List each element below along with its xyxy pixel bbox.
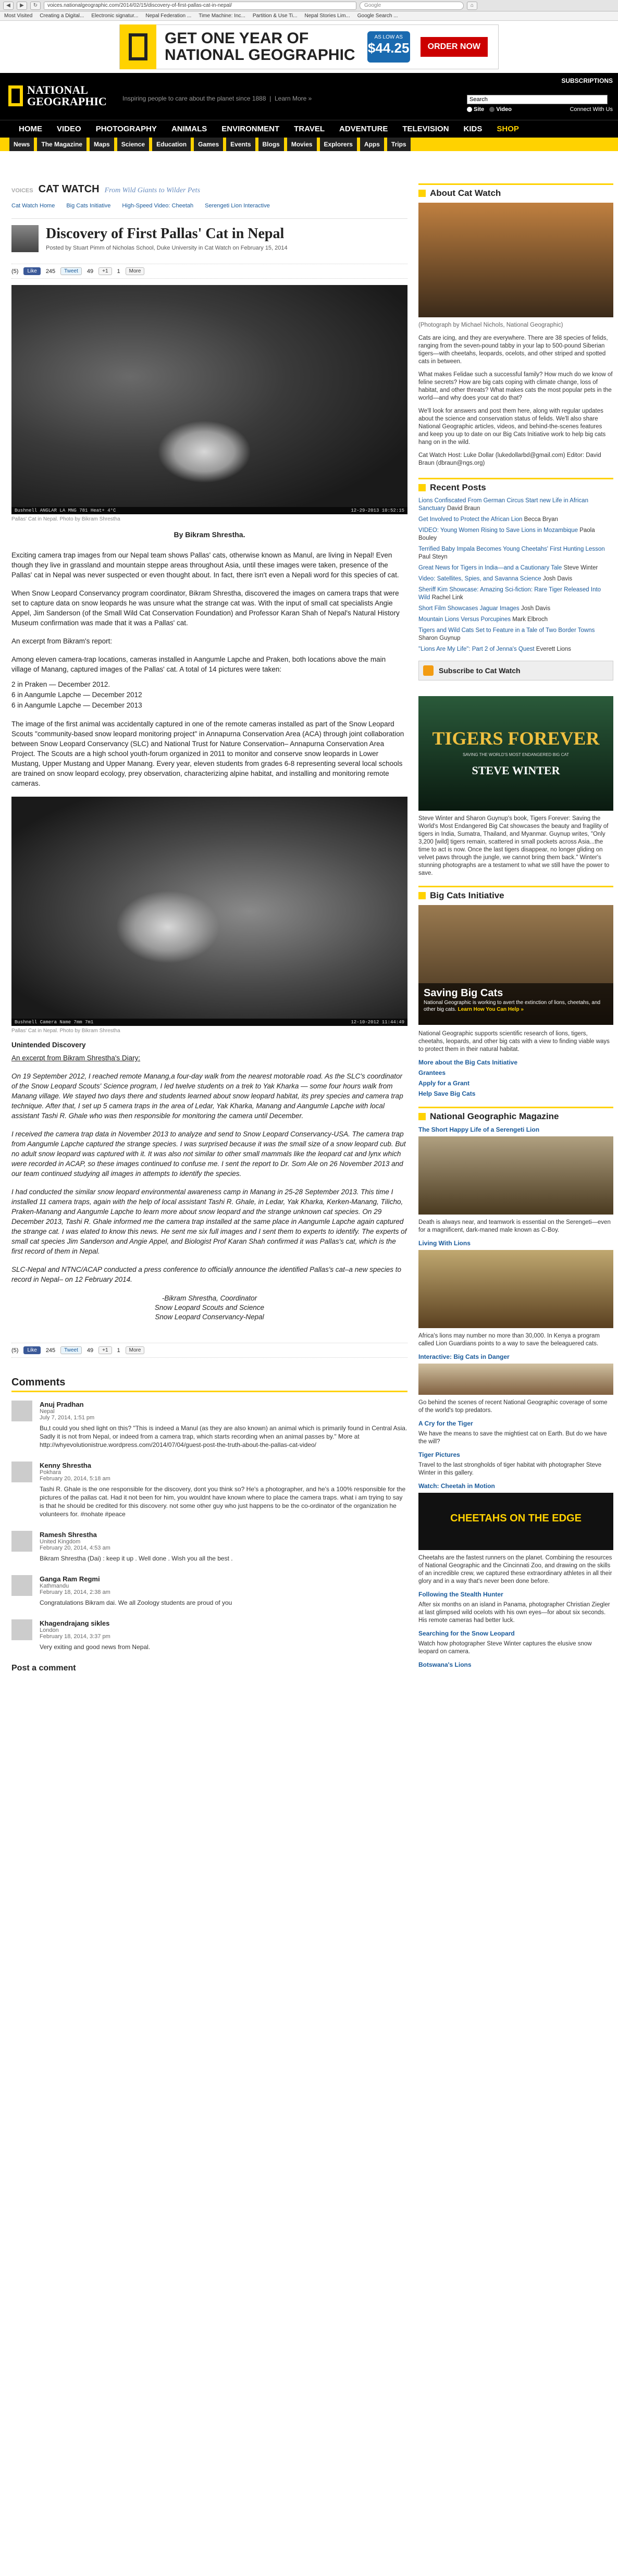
subnav-explorers[interactable]: Explorers <box>320 138 357 151</box>
blog-link[interactable]: Cat Watch Home <box>11 203 55 209</box>
recent-post-link[interactable]: Terrified Baby Impala Becomes Young Cheetahs' First Hunting Lesson Paul Steyn <box>418 546 605 560</box>
promo-heading: Saving Big Cats <box>424 987 503 999</box>
mag-description: Death is always near, and teamwork is essential on the Serengeti—even for a magnificent, dark-maned male known as C-Boy. <box>418 1219 611 1233</box>
main-nav <box>0 120 618 138</box>
comment-date[interactable]: February 18, 2014, 2:38 am <box>40 1589 110 1595</box>
photo-caption: Pallas' Cat in Nepal. Photo by Bikram Shrestha <box>11 516 120 522</box>
mag-link[interactable]: Living With Lions <box>418 1240 471 1247</box>
blog-links <box>11 203 407 209</box>
mag-description: Africa's lions may number no more than 30,000. In Kenya a program called Lion Guardians points to a way to save the beleaguered cats. <box>418 1333 600 1347</box>
article-header <box>11 218 407 252</box>
avatar <box>11 1401 32 1421</box>
comment-date[interactable]: February 20, 2014, 4:53 am <box>40 1545 110 1551</box>
subnav-movies[interactable]: Movies <box>287 138 317 151</box>
yellow-border-icon <box>8 85 23 106</box>
share-bar-bottom <box>11 1343 407 1358</box>
comment <box>11 1462 407 1518</box>
sidebar-heading: National Geographic Magazine <box>418 1107 613 1126</box>
browser-search-input[interactable]: Google <box>360 2 464 10</box>
tweet-button[interactable]: Tweet <box>60 267 82 275</box>
section-heading: Unintended Discovery <box>11 1041 86 1049</box>
comment-location: United Kingdom <box>40 1539 81 1545</box>
sidebar-paragraph: Cat Watch Host: Luke Dollar (lukedollarbd@gmail.com) Editor: David Braun (dbraun@ngs.org) <box>418 452 601 466</box>
nav-adventure[interactable]: ADVENTURE <box>339 125 388 133</box>
paragraph: Among eleven camera-trap locations, cameras installed in Aangumle Lapche and Praken, both locations above the main village of Manang, captured images of the Pallas' cat. A total of 14 pictures were taken: <box>11 655 386 673</box>
camera-stamp-left: Bushnell ANGLAR LA MNG 781 Heat+ 4°C <box>15 508 116 513</box>
price-value: $44.25 <box>367 40 410 56</box>
bci-link[interactable]: More about the Big Cats Initiative <box>418 1059 518 1066</box>
comment-text: Bu,t could you shed light on this? "This is indeed a Manul (as they are also known) an animal which is primarily found in Central Asia. Sadly it is not from Nepal, or indeed from a camera trap, which starts recording when an animal passes by." More at http://whyevolutionistrue.wordpress.com/2014/07/04/guest-post-the-truth-about-the-pallas-cat-video/ <box>40 1425 407 1448</box>
nav-kids[interactable]: KIDS <box>463 125 483 133</box>
recent-post-link[interactable]: Short Film Showcases Jaguar Images Josh Davis <box>418 605 551 612</box>
tweet-button[interactable]: Tweet <box>60 1346 82 1354</box>
comment-text: Very exiting and good news from Nepal. <box>40 1643 151 1651</box>
site-logo[interactable] <box>8 84 107 107</box>
article-title: Discovery of First Pallas' Cat in Nepal <box>46 226 285 242</box>
cheetah-video[interactable]: CHEETAHS ON THE EDGE <box>418 1493 613 1550</box>
nav-environment[interactable]: ENVIRONMENT <box>221 125 280 133</box>
big-cats-photo <box>418 1364 613 1395</box>
sidebar-paragraph: Cats are icing, and they are everywhere. There are 38 species of felids, ranging from the seven-pound tabby in your lap to 500-pound Siberian tigers—with cheetahs, leopards, ocelots, and other striped and spotted cats in between. <box>418 335 608 365</box>
ad-line1: GET ONE YEAR OF <box>165 30 309 47</box>
comment <box>11 1401 407 1449</box>
bci-link[interactable]: Grantees <box>418 1069 446 1076</box>
comment-author: Khagendrajang sikles <box>40 1619 110 1627</box>
lion-photo <box>418 1136 613 1215</box>
camera-stamp-right: 12-10-2012 11:44:49 <box>351 1020 404 1025</box>
comments-heading: Comments <box>11 1377 407 1392</box>
mag-link[interactable]: Tiger Pictures <box>418 1451 460 1458</box>
photo-caption: Pallas' Cat in Nepal. Photo by Bikram Shrestha <box>11 1028 120 1034</box>
comment <box>11 1575 407 1607</box>
blog-link[interactable]: High-Speed Video: Cheetah <box>122 203 194 209</box>
blog-name[interactable]: CAT WATCH <box>38 183 100 195</box>
connect-link[interactable]: Connect With Us <box>570 106 613 113</box>
sub-nav <box>0 138 618 151</box>
share-bar <box>11 264 407 279</box>
site-header <box>0 73 618 120</box>
comment-count[interactable]: (5) <box>11 268 19 275</box>
avatar <box>11 1531 32 1552</box>
avatar <box>11 1462 32 1482</box>
comment-text: Congratulations Bikram dai. We all Zoology students are proud of you <box>40 1599 232 1606</box>
price-label: AS LOW AS <box>374 34 403 40</box>
book-description: Steve Winter and Sharon Guynup's book, Tigers Forever: Saving the World's Most Endangered Big Cat showcases the beauty and fragility of tigers in India, Sumatra, Thailand, and Myanmar. Guynup writes, "Only 3,200 [wild] tigers remain, scattered in small pockets across Asia...the time to act is now. Once the last tigers disappear, no longer gliding on velvet paws through the jungle, we cannot bring them back." Winter's stunning photographs are a testament to what we still have the power to save. <box>418 815 610 876</box>
big-cats-promo[interactable]: Saving Big Cats National Geographic is working to avert the extinction of lions, cheetahs, and other big cats. Learn How You Can Help » <box>418 905 613 1025</box>
nav-animals[interactable]: ANIMALS <box>171 125 207 133</box>
mag-link[interactable]: Following the Stealth Hunter <box>418 1591 503 1598</box>
article-author-line: By Bikram Shrestha. <box>174 530 245 539</box>
recent-post-link[interactable]: Mountain Lions Versus Porcupines Mark Elbroch <box>418 616 548 623</box>
photo-credit: (Photograph by Michael Nichols, National Geographic) <box>418 322 563 328</box>
mag-link[interactable]: Watch: Cheetah in Motion <box>418 1482 495 1490</box>
learn-how-link[interactable]: Learn How You Can Help » <box>458 1007 524 1012</box>
mag-description: Go behind the scenes of recent National Geographic coverage of some of the world's top predators. <box>418 1400 608 1414</box>
voices-label[interactable]: VOICES <box>11 188 33 194</box>
subnav-apps[interactable]: Apps <box>360 138 384 151</box>
mag-description: Cheetahs are the fastest runners on the planet. Combining the resources of National Geographic and the Cincinnati Zoo, and drawing on the skills of an incredible crew, we captured these extraordinary athletes in all their glory and in a way that's never been done before. <box>418 1555 612 1584</box>
nav-television[interactable]: TELEVISION <box>402 125 449 133</box>
recent-post-link[interactable]: "Lions Are My Life": Part 2 of Jenna's Quest Everett Lions <box>418 646 571 652</box>
ng-logo-icon <box>120 24 156 69</box>
sidebar-heading: Big Cats Initiative <box>418 886 613 905</box>
mag-description: Watch how photographer Steve Winter captures the elusive snow leopard on camera. <box>418 1641 592 1655</box>
like-count: 245 <box>45 268 56 275</box>
site-search-input[interactable] <box>467 95 608 104</box>
radio-video[interactable]: Video <box>489 106 512 113</box>
blog-link[interactable]: Big Cats Initiative <box>66 203 111 209</box>
comment-text: Tashi R. Ghale is the one responsible for the discovery, dont you think so? He's a photographer, and he's a 100% responsible for the pictures of the pallas cat. Had it not been for him, you wouldnt have known where to place the camera traps. what i am trying to say is that he should be credited for this discovery. not some other guy who just happens to be the co-ordinator of the organization he volunteers for. #nohate #peace <box>40 1485 406 1518</box>
comment-author: Ganga Ram Regmi <box>40 1575 100 1583</box>
browser-toolbar <box>0 0 618 11</box>
sig-line: -Bikram Shrestha, Coordinator <box>162 1294 257 1302</box>
bookmark[interactable]: Creating a Digital... <box>40 13 84 19</box>
mag-description: After six months on an island in Panama, photographer Christian Ziegler at last glimpsed wild ocelots with his own eyes—for about six seconds. His remote cameras had better luck. <box>418 1602 610 1624</box>
yellow-square-icon <box>418 892 426 899</box>
tweet-count: 49 <box>86 268 94 275</box>
paragraph: On 19 September 2012, I reached remote Manang,a four-day walk from the nearest motorable road. As the SLC's coordinator of the Snow Leopard Scouts' Science program, I led twelve students on a trek to Yak Kharka — some four hours walk from Manang village. We stayed two days there and students learned about snow leopard habitat, its prey species and camera trap technique. After that, I set up 5 camera traps in the area of Ledar, Yak Kharka, Manang and Aangumle Lapche with local assistant Tashi R. Ghale who was then responsible for monitoring the camera until December. <box>11 1072 403 1120</box>
bookmark[interactable]: Google Search ... <box>357 13 398 19</box>
subnav-magazine[interactable]: The Magazine <box>37 138 86 151</box>
paragraph: An excerpt from Bikram's report: <box>11 637 113 645</box>
recent-post-link[interactable]: Get Involved to Protect the African Lion Becca Bryan <box>418 516 558 523</box>
radio-site[interactable]: Site <box>467 106 484 113</box>
mag-link[interactable]: Searching for the Snow Leopard <box>418 1630 515 1637</box>
post-comment-heading: Post a comment <box>11 1664 76 1673</box>
bookmark[interactable]: Nepal Stories Lim... <box>304 13 350 19</box>
bookmark[interactable]: Time Machine: Inc... <box>199 13 245 19</box>
yellow-square-icon <box>418 484 426 491</box>
comment <box>11 1619 407 1651</box>
address-bar[interactable]: voices.nationalgeographic.com/2014/02/15/discovery-of-first-pallas-cat-in-nepal/ <box>44 2 356 10</box>
author-avatar[interactable] <box>11 225 39 252</box>
nav-home[interactable]: HOME <box>19 125 42 133</box>
paragraph: Exciting camera trap images from our Nepal team shows Pallas' cats, otherwise known as Manul, are living in Nepal! Even though they live in grassland and mountain steppe areas throughout Asia, until these images were taken, presence of the Pallas' cat in Nepal was never suspected or even thought about. In fact, there isn't even a Nepali word for this species of cat. <box>11 551 399 579</box>
capture-list <box>11 679 407 711</box>
avatar <box>11 1619 32 1640</box>
sidebar-paragraph: What makes Felidae such a successful family? How much do we know of feline secrets? How are big cats coping with climate change, loss of habitat, and other threats? What makes cats the most popular pets in the world—and why does your cat do that? <box>418 371 613 401</box>
pallas-cat-photo-2 <box>11 797 407 1026</box>
paragraph: The image of the first animal was accidentally captured in one of the remote cameras installed as part of the Snow Leopard Scouts "community-based snow leopard monitoring project" in Annapurna Conservation Area (ACA) through joint collaboration between Snow Leopard Conservancy (SLC) and National Trust for Nature Conservation– Annapurna Conservation Area Project. The Scouts are a high school youth-forum organized in 2011 to monitor and conserve snow leopards in Lower Mustang, Upper Mustang and Upper Manang. Every year, eleven students from grades 6-8 representing several local schools are trained on snow leopard ecology, prey observation, characterizing alpine habitat, and installing and monitoring remote cameras. <box>11 720 404 787</box>
list-item: 2 in Praken — December 2012. <box>11 680 110 688</box>
facebook-like-button[interactable]: Like <box>23 267 40 275</box>
bci-description: National Geographic supports scientific research of lions, tigers, cheetahs, leopards, and other big cats with a view to finding viable ways to protect them in their natural habitat. <box>418 1031 610 1052</box>
sig-line: Snow Leopard Scouts and Science <box>154 1304 265 1311</box>
mag-link[interactable]: A Cry for the Tiger <box>418 1420 473 1427</box>
subnav-games[interactable]: Games <box>194 138 223 151</box>
comment <box>11 1531 407 1563</box>
book-subtitle: SAVING THE WORLD'S MOST ENDANGERED BIG CAT <box>462 752 570 757</box>
list-item: 6 in Aangumle Lapche — December 2012 <box>11 691 142 699</box>
paragraph: SLC-Nepal and NTNC/ACAP conducted a press conference to officially announce the identified Pallas's cat–a new species to record in Nepal– on 12 February 2014. <box>11 1266 401 1283</box>
gplus-button[interactable]: +1 <box>98 1346 112 1354</box>
subscription-ad[interactable] <box>119 24 499 69</box>
blog-link[interactable]: Serengeti Lion Interactive <box>205 203 270 209</box>
comment-count[interactable]: (5) <box>11 1347 19 1354</box>
comment-author: Ramesh Shrestha <box>40 1531 97 1539</box>
yellow-square-icon <box>418 1113 426 1120</box>
logo-line1: NATIONAL <box>27 83 88 96</box>
recent-post-link[interactable]: Great News for Tigers in India—and a Cautionary Tale Steve Winter <box>418 565 598 571</box>
avatar <box>11 1575 32 1596</box>
sidebar-paragraph: We'll look for answers and post them here, along with regular updates about the science and conservation status of felids. We'll also share National Geographic articles, videos, and behind-the-scenes features and keep you up to date on our Big Cats Initiative work to help big cats hang on in the wild. <box>418 408 606 445</box>
comment-location: Kathmandu <box>40 1583 69 1589</box>
paragraph: I had conducted the similar snow leopard environmental awareness camp in Manang in 25-28 September 2013. This time I installed 11 camera traps, again with the help of local assistant Tashi R. Ghale, in Ledar, Yak Kharka, Kerken-Manang, Tilicho, Praken-Manang and Aangumle Lapche to learn more about snow leopard and the strange unknown cat species. On 29 December 2013, Tashi R. Ghale informed me the camera trap installed at the same place in Aangumle Lapche again captured the strange cat. I was elated to know this news. He sent me six full images and I sent them to experts to identify. The experts of small cat species Jim Sanderson and Angie Appel, and Biologist Prof Karan Shah confirmed it was Pallas's cat, which is the first record of them in Nepal. <box>11 1188 407 1255</box>
mag-link[interactable]: Botswana's Lions <box>418 1661 472 1668</box>
book-author: STEVE WINTER <box>472 764 560 777</box>
lions-photo <box>418 1250 613 1328</box>
diary-heading: An excerpt from Bikram Shrestha's Diary: <box>11 1054 141 1062</box>
comment-date[interactable]: February 20, 2014, 5:18 am <box>40 1476 110 1482</box>
mag-link[interactable]: The Short Happy Life of a Serengeti Lion <box>418 1126 540 1133</box>
learn-more-link[interactable]: Learn More » <box>274 95 312 102</box>
recent-posts <box>418 497 613 653</box>
comment-location: London <box>40 1627 59 1633</box>
main-column <box>11 183 407 1673</box>
signature <box>11 1294 407 1322</box>
sidebar-heading: About Cat Watch <box>418 183 613 203</box>
tweet-count: 49 <box>86 1347 94 1354</box>
comment-location: Nepal <box>40 1408 55 1415</box>
comment-location: Pokhara <box>40 1469 61 1476</box>
subnav-maps[interactable]: Maps <box>90 138 114 151</box>
bci-link[interactable]: Apply for a Grant <box>418 1080 470 1087</box>
book-title: TIGERS FOREVER <box>432 728 600 749</box>
bookmark[interactable]: Electronic signatur... <box>91 13 139 19</box>
pallas-cat-photo-1 <box>11 285 407 514</box>
ad-line2: NATIONAL GEOGRAPHIC <box>165 46 355 64</box>
bci-link[interactable]: Help Save Big Cats <box>418 1090 476 1097</box>
recent-post-link[interactable]: Sheriff Kim Showcase: Amazing Sci-fiction: Rare Tiger Released Into Wild Rachel Link <box>418 587 601 601</box>
tigers-forever-book[interactable] <box>418 696 613 811</box>
sig-line: Snow Leopard Conservancy-Nepal <box>155 1313 264 1321</box>
subscribe-button[interactable]: Subscribe to Cat Watch <box>418 661 613 680</box>
paragraph: I received the camera trap data in November 2013 to analyze and send to Snow Leopard Conservancy-USA. The camera trap from Aangumle Lapche captured the strange species. I was surprised because it was the small size of a snow leopard cub. But no adult snow leopard was captured with it. It was also not similar to other small mammals like the leopard cat and lynx which were recorded in ACAP, so these images continued to confuse me. I sent the report to Dr. Som Ale on 26 November 2013 and our team continued studying all images in attempts to identify the species. <box>11 1130 406 1178</box>
comment-text: Bikram Shrestha (Dai) : keep it up . Well done . Wish you all the best . <box>40 1555 233 1562</box>
gplus-button[interactable]: +1 <box>98 267 112 275</box>
bookmark[interactable]: Nepal Federation ... <box>145 13 192 19</box>
comment-date[interactable]: February 18, 2014, 3:37 pm <box>40 1633 110 1640</box>
subnav-blogs[interactable]: Blogs <box>258 138 284 151</box>
logo-line2: GEOGRAPHIC <box>27 95 107 108</box>
back-button[interactable]: ◀ <box>3 2 14 10</box>
bookmark[interactable]: Partition & Use Ti... <box>252 13 298 19</box>
subnav-education[interactable]: Education <box>152 138 191 151</box>
more-share-button[interactable]: More <box>126 267 145 275</box>
article-byline: Posted by Stuart Pimm of Nicholas School, Duke University in Cat Watch on February 15, 2014 <box>46 245 288 251</box>
recent-post-link[interactable]: VIDEO: Young Women Rising to Save Lions in Mozambique Paola Bouley <box>418 527 595 541</box>
mag-description: Travel to the last strongholds of tiger habitat with photographer Steve Winter in this gallery. <box>418 1462 602 1476</box>
gplus-count: 1 <box>117 268 120 275</box>
comment-author: Kenny Shrestha <box>40 1462 91 1469</box>
bookmark[interactable]: Most Visited <box>4 13 33 19</box>
gplus-count: 1 <box>117 1347 120 1354</box>
blog-heading <box>11 183 407 195</box>
rss-icon <box>423 665 434 676</box>
paragraph: When Snow Leopard Conservancy program coordinator, Bikram Shrestha, discovered the images on camera traps that were set to capture data on snow leopards he was unsure what the strange cat was. With the input of small cat specialists Angie Appel, Jim Sanderson (of the Small Wild Cat Conservation Foundation) and Professor Karan Shah of Nepal's Natural History Museum confirmation was made that it was a Pallas' cat. <box>11 589 400 627</box>
subscriptions-link[interactable]: SUBSCRIPTIONS <box>561 77 613 84</box>
forward-button[interactable]: ▶ <box>17 2 27 10</box>
more-share-button[interactable]: More <box>126 1346 145 1354</box>
subnav-science[interactable]: Science <box>117 138 149 151</box>
subnav-events[interactable]: Events <box>226 138 255 151</box>
list-item: 6 in Aangumle Lapche — December 2013 <box>11 701 142 709</box>
reload-button[interactable]: ↻ <box>30 2 41 10</box>
camera-stamp-left: Bushnell Camera Name 7mm 7m1 <box>15 1020 94 1025</box>
comment-author: Anuj Pradhan <box>40 1401 84 1408</box>
camera-stamp-right: 12-29-2013 10:52:15 <box>351 508 404 513</box>
nav-photography[interactable]: PHOTOGRAPHY <box>95 125 157 133</box>
mag-link[interactable]: Interactive: Big Cats in Danger <box>418 1353 510 1360</box>
tagline: Inspiring people to care about the planet since 1888 | Learn More » <box>122 95 312 102</box>
comment-date[interactable]: July 7, 2014, 1:51 pm <box>40 1415 95 1421</box>
blog-subtitle: From Wild Giants to Wilder Pets <box>104 187 201 194</box>
facebook-like-button[interactable]: Like <box>23 1346 40 1354</box>
home-icon[interactable]: ⌂ <box>467 2 477 10</box>
ad-banner-area <box>0 21 618 73</box>
sidebar-heading: Recent Posts <box>418 478 613 497</box>
subnav-trips[interactable]: Trips <box>387 138 411 151</box>
nav-shop[interactable]: SHOP <box>497 125 519 133</box>
bookmarks-bar <box>0 11 618 21</box>
recent-post-link[interactable]: Tigers and Wild Cats Set to Feature in a Tale of Two Border Towns Sharon Guynup <box>418 627 595 641</box>
nav-video[interactable]: VIDEO <box>57 125 81 133</box>
yellow-square-icon <box>418 190 426 197</box>
mag-description: We have the means to save the mightiest cat on Earth. But do we have the will? <box>418 1431 607 1445</box>
recent-post-link[interactable]: Video: Satellites, Spies, and Savanna Science Josh Davis <box>418 576 573 582</box>
like-count: 245 <box>45 1347 56 1354</box>
tiger-photo <box>418 203 613 317</box>
subnav-news[interactable]: News <box>9 138 34 151</box>
nav-travel[interactable]: TRAVEL <box>294 125 325 133</box>
price-badge <box>367 31 410 63</box>
order-now-button[interactable]: ORDER NOW <box>421 37 488 57</box>
sidebar <box>418 183 613 1671</box>
recent-post-link[interactable]: Lions Confiscated From German Circus Start new Life in African Sanctuary David Braun <box>418 498 588 512</box>
